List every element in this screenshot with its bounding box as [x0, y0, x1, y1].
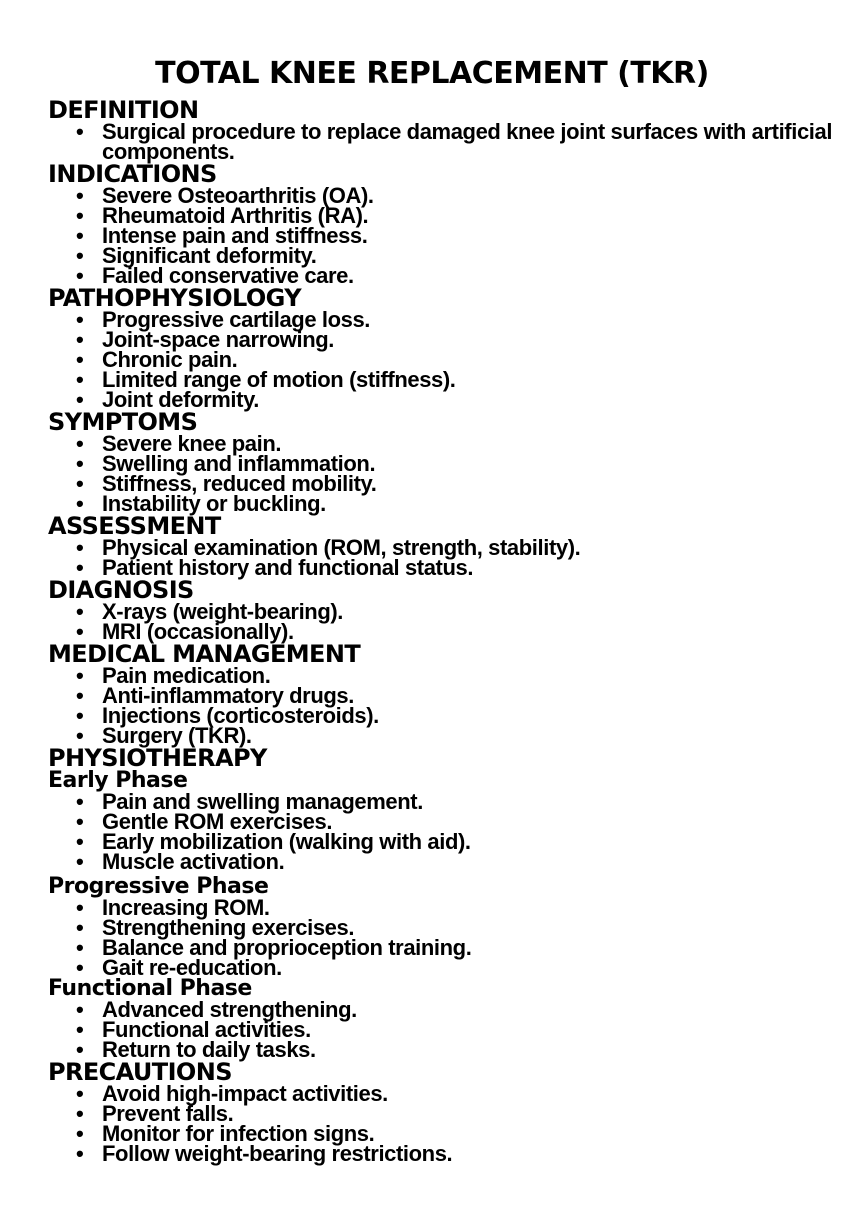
- list-item: • Monitor for infection signs.: [76, 1121, 375, 1146]
- bullet-icon: •: [76, 1141, 84, 1166]
- list-item: • Instability or buckling.: [76, 491, 326, 516]
- list-item: • Balance and proprioception training.: [76, 935, 472, 960]
- list-item: • Increasing ROM.: [76, 895, 270, 920]
- bullet-icon: •: [76, 849, 84, 874]
- list-item: • Severe knee pain.: [76, 431, 282, 456]
- bullet-icon: •: [76, 935, 84, 960]
- bullet-icon: •: [76, 619, 84, 644]
- list-item: • Muscle activation.: [76, 849, 285, 874]
- list-item: • Patient history and functional status.: [76, 555, 474, 580]
- list-item: • Significant deformity.: [76, 243, 317, 268]
- section-heading-definition: DEFINITION: [48, 96, 199, 124]
- list-item: • Functional activities.: [76, 1017, 311, 1042]
- bullet-icon: •: [76, 327, 84, 352]
- early-phase-list: [48, 789, 838, 874]
- list-item: • Rheumatoid Arthritis (RA).: [76, 203, 369, 228]
- bullet-icon: •: [76, 1101, 84, 1126]
- bullet-icon: •: [76, 491, 84, 516]
- list-item: • Intense pain and stiffness.: [76, 223, 368, 248]
- bullet-icon: •: [76, 387, 84, 412]
- bullet-icon: •: [76, 723, 84, 748]
- bullet-icon: •: [76, 471, 84, 496]
- section-precautions: [48, 1060, 838, 1164]
- list-item: • Strengthening exercises.: [76, 915, 355, 940]
- bullet-icon: •: [76, 997, 84, 1022]
- bullet-icon: •: [76, 367, 84, 392]
- bullet-icon: •: [76, 451, 84, 476]
- bullet-icon: •: [76, 663, 84, 688]
- precautions-list: [48, 1081, 838, 1166]
- list-item: • Surgery (TKR).: [76, 723, 252, 748]
- bullet-icon: •: [76, 703, 84, 728]
- list-item: • X-rays (weight-bearing).: [76, 599, 343, 624]
- document-title: TOTAL KNEE REPLACEMENT (TKR): [155, 56, 709, 91]
- bullet-icon: •: [76, 1081, 84, 1106]
- bullet-icon: •: [76, 183, 84, 208]
- bullet-icon: •: [76, 1037, 84, 1062]
- bullet-icon: •: [76, 895, 84, 920]
- list-item: • Anti-inflammatory drugs.: [76, 683, 354, 708]
- list-item: • Limited range of motion (stiffness).: [76, 367, 456, 392]
- list-item: • Chronic pain.: [76, 347, 238, 372]
- bullet-icon: •: [76, 535, 84, 560]
- list-item: • Swelling and inflammation.: [76, 451, 376, 476]
- section-definition: [48, 98, 838, 162]
- list-item: • MRI (occasionally).: [76, 619, 294, 644]
- bullet-icon: •: [76, 683, 84, 708]
- section-heading-pathophysiology: PATHOPHYSIOLOGY: [48, 284, 302, 312]
- bullet-icon: •: [76, 263, 84, 288]
- section-heading-medical-management: MEDICAL MANAGEMENT: [48, 640, 361, 668]
- bullet-icon: •: [76, 809, 84, 834]
- medical-management-list: [48, 663, 838, 748]
- list-item: • Injections (corticosteroids).: [76, 703, 379, 728]
- section-heading-assessment: ASSESSMENT: [48, 512, 221, 540]
- symptoms-list: [48, 431, 838, 516]
- bullet-icon: •: [76, 431, 84, 456]
- assessment-list: [48, 535, 838, 580]
- sub-heading-early-phase: Early Phase: [48, 768, 188, 793]
- list-item: • Pain medication.: [76, 663, 271, 688]
- functional-phase-list: [48, 997, 838, 1062]
- bullet-icon: •: [76, 203, 84, 228]
- sub-heading-progressive-phase: Progressive Phase: [48, 874, 269, 899]
- list-item: • Surgical procedure to replace damaged knee joint surfaces with artificial components.: [76, 119, 833, 164]
- list-item: • Failed conservative care.: [76, 263, 354, 288]
- definition-list: [48, 119, 838, 164]
- list-item: • Progressive cartilage loss.: [76, 307, 371, 332]
- list-item: • Stiffness, reduced mobility.: [76, 471, 377, 496]
- bullet-icon: •: [76, 829, 84, 854]
- bullet-icon: •: [76, 1121, 84, 1146]
- section-heading-indications: INDICATIONS: [48, 160, 217, 188]
- list-item: • Follow weight-bearing restrictions.: [76, 1141, 453, 1166]
- progressive-phase-list: [48, 895, 838, 980]
- list-item: • Early mobilization (walking with aid).: [76, 829, 471, 854]
- list-item: • Pain and swelling management.: [76, 789, 423, 814]
- section-heading-precautions: PRECAUTIONS: [48, 1058, 232, 1086]
- sub-heading-functional-phase: Functional Phase: [48, 976, 252, 1001]
- bullet-icon: •: [76, 223, 84, 248]
- list-item: • Gait re-education.: [76, 955, 282, 980]
- indications-list: [48, 183, 838, 288]
- document-body: [48, 98, 838, 1164]
- section-heading-diagnosis: DIAGNOSIS: [48, 576, 194, 604]
- section-heading-symptoms: SYMPTOMS: [48, 408, 198, 436]
- section-assessment: [48, 514, 838, 578]
- bullet-icon: •: [76, 955, 84, 980]
- list-item: • Severe Osteoarthritis (OA).: [76, 183, 374, 208]
- bullet-icon: •: [76, 243, 84, 268]
- bullet-icon: •: [76, 599, 84, 624]
- list-item: • Joint deformity.: [76, 387, 259, 412]
- list-item: • Prevent falls.: [76, 1101, 234, 1126]
- section-physiotherapy: [48, 746, 838, 1060]
- bullet-icon: •: [76, 915, 84, 940]
- list-item: • Joint-space narrowing.: [76, 327, 335, 352]
- list-item: • Advanced strengthening.: [76, 997, 357, 1022]
- bullet-icon: •: [76, 347, 84, 372]
- list-item: • Return to daily tasks.: [76, 1037, 316, 1062]
- section-indications: [48, 162, 838, 286]
- bullet-icon: •: [76, 119, 84, 144]
- section-pathophysiology: [48, 286, 838, 410]
- section-diagnosis: [48, 578, 838, 642]
- diagnosis-list: [48, 599, 838, 644]
- list-item: • Physical examination (ROM, strength, stability).: [76, 535, 581, 560]
- bullet-icon: •: [76, 789, 84, 814]
- section-symptoms: [48, 410, 838, 514]
- bullet-icon: •: [76, 1017, 84, 1042]
- bullet-icon: •: [76, 307, 84, 332]
- section-medical-management: [48, 642, 838, 746]
- pathophysiology-list: [48, 307, 838, 412]
- bullet-icon: •: [76, 555, 84, 580]
- list-item: • Avoid high-impact activities.: [76, 1081, 388, 1106]
- list-item: • Gentle ROM exercises.: [76, 809, 333, 834]
- section-heading-physiotherapy: PHYSIOTHERAPY: [48, 744, 267, 772]
